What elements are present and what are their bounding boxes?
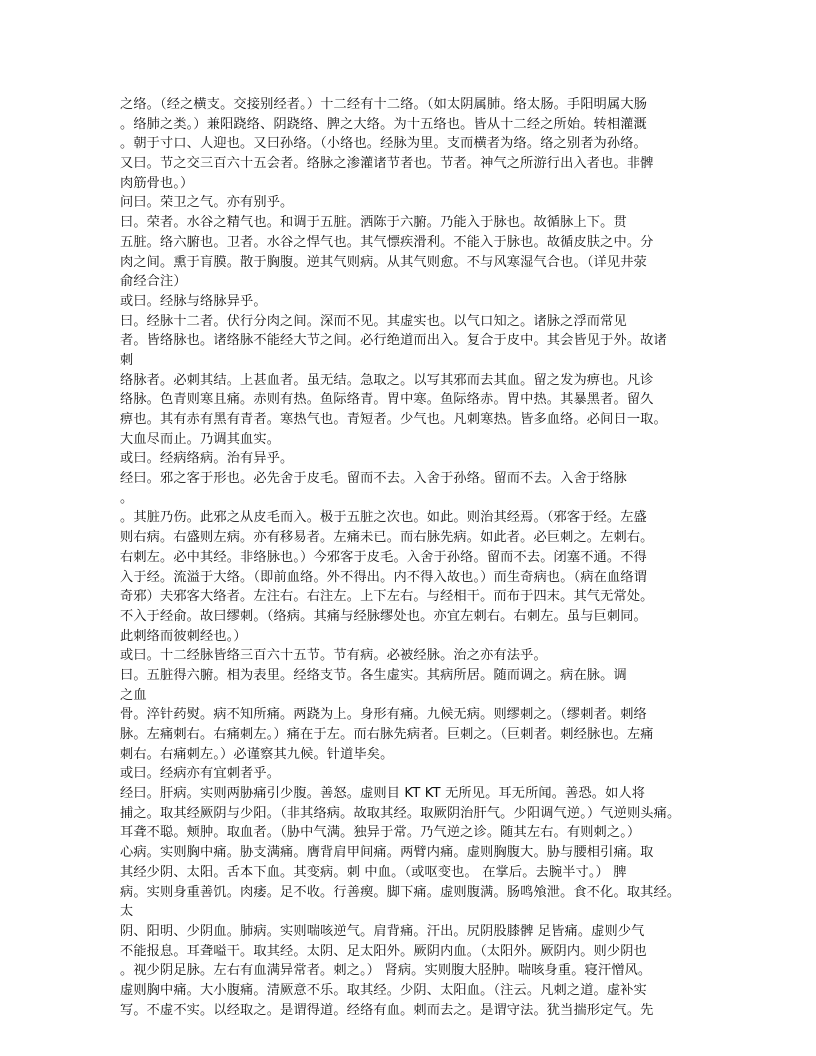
text-line: 太 (120, 904, 134, 920)
text-line: 病。实则身重善饥。肉痿。足不收。行善瘈。脚下痛。虚则腹满。肠鸣飧泄。食不化。取其经。 (120, 884, 681, 900)
text-line: 或曰。经病络病。治有异乎。 (120, 451, 294, 467)
text-line: 骨。淬针药熨。病不知所痛。两跷为上。身形有痛。九候无病。则缪刺之。（缪刺者。刺络 (120, 707, 647, 723)
text-line: 五脏。络六腑也。卫者。水谷之悍气也。其气慓疾滑利。不能入于脉也。故循皮肤之中。分 (120, 234, 654, 250)
text-line: 脉。左痛刺右。右痛刺左。）痛在于左。而右脉先病者。巨刺之。（巨刺者。刺经脉也。左痛 (120, 727, 654, 742)
text-line: 虚则胸中痛。大小腹痛。清厥意不乐。取其经。少阴、太阳血。（注云。凡刺之道。虚补实 (120, 982, 647, 998)
text-line: 刺 (120, 352, 134, 368)
text-line: 不入于经俞。故曰缪刺。（络病。其痛与经脉缪处也。亦宜左刺右。右刺左。虽与巨刺同。 (120, 608, 647, 624)
text-line: 入于经。流溢于大络。（即前血络。外不得出。内不得入故也。）而生奇病也。（病在血络谓 (120, 569, 648, 585)
text-line: 络脉。色青则寒且痛。赤则有热。鱼际络青。胃中寒。鱼际络赤。胃中热。其暴黑者。留久 (120, 392, 654, 408)
body-text (120, 95, 710, 1020)
text-line: 肉筋骨也。） (120, 175, 194, 191)
text-line: 此刺络而彼刺经也。） (120, 628, 247, 644)
text-line: 或曰。经脉与络脉异乎。 (120, 293, 267, 309)
text-line: 曰。五脏得六腑。相为表里。经络支节。各生虚实。其病所居。随而调之。病在脉。调 (120, 667, 627, 683)
text-line: 经曰。肝病。实则两胁痛引少腹。善怒。虚则目 KT KT 无所见。耳无所闻。善恐。如人将 (120, 786, 646, 802)
text-line: 经曰。邪之客于形也。必先舍于皮毛。留而不去。入舍于孙络。留而不去。入舍于络脉 (120, 471, 627, 487)
text-line: 阴、阳明、少阴血。肺病。实则喘咳逆气。肩背痛。汗出。尻阴股膝髀 足皆痛。虚则少气 (120, 923, 645, 939)
text-line: 俞经合注） (120, 274, 187, 290)
text-line: 。 (120, 490, 134, 506)
text-line: 耳聋不聪。颊肿。取血者。（胁中气满。独异于常。乃气逆之诊。随其左右。有则刺之。） (120, 825, 641, 841)
text-line: 。其脏乃伤。此邪之从皮毛而入。极于五脏之次也。如此。则治其经焉。（邪客于经。左盛 (120, 510, 647, 526)
text-line: 奇邪）夫邪客大络者。左注右。右注左。上下左右。与经相干。而布于四末。其气无常处。 (120, 589, 654, 605)
text-line: 心病。实则胸中痛。胁支满痛。膺背肩甲间痛。两臂内痛。虚则胸腹大。胁与腰相引痛。取 (120, 845, 654, 861)
text-line: 。朝于寸口、人迎也。又曰孙络。（小络也。经脉为里。支而横者为络。络之别者为孙络。 (120, 136, 647, 152)
text-line: 写。不虚不实。以经取之。是谓得道。经络有血。刺而去之。是谓守法。犹当揣形定气。先 (120, 1002, 654, 1018)
text-line: 络脉者。必刺其结。上甚血者。虽无结。急取之。以写其邪而去其血。留之发为痹也。凡诊 (120, 372, 654, 388)
text-line: 不能报息。耳聋嗌干。取其经。太阴、足太阳外。厥阴内血。（太阳外。厥阴内。则少阴也 (120, 943, 647, 959)
text-line: 。络肺之类。）兼阳跷络、阴跷络、脾之大络。为十五络也。皆从十二经之所始。转相灌溉 (120, 116, 647, 132)
text-line: 或曰。十二经脉皆络三百六十五节。节有病。必被经脉。治之亦有法乎。 (120, 648, 547, 664)
text-line: 痹也。其有赤有黑有青者。寒热气也。青短者。少气也。凡刺寒热。皆多血络。必间日一取。 (120, 412, 667, 427)
text-line: 曰。经脉十二者。伏行分肉之间。深而不见。其虚实也。以气口知之。诸脉之浮而常见 (120, 313, 627, 329)
text-line: 曰。荣者。水谷之精气也。和调于五脏。洒陈于六腑。乃能入于脉也。故循脉上下。贯 (120, 215, 627, 231)
text-line: 肉之间。熏于肓膜。散于胸腹。逆其气则病。从其气则愈。不与风寒湿气合也。（详见井荥 (120, 254, 647, 270)
text-line: 刺右。右痛刺左。）必谨察其九候。针道毕矣。 (120, 746, 394, 762)
text-line: 之络。（经之横支。交接别经者。）十二经有十二络。（如太阴属肺。络太肠。手阳明属大肠 (120, 97, 648, 112)
text-line: 问曰。荣卫之气。亦有别乎。 (120, 195, 294, 211)
text-line: 又曰。节之交三百六十五会者。络脉之渗灌诸节者也。节者。神气之所游行出入者也。非髀 (120, 156, 654, 172)
text-line: 或曰。经病亦有宜刺者乎。 (120, 766, 281, 782)
text-line: 之血 (120, 687, 147, 703)
text-line: 者。皆络脉也。诸络脉不能经大节之间。必行绝道而出入。复合于皮中。其会皆见于外。故诸 (120, 333, 667, 349)
text-line: 捕之。取其经厥阴与少阳。（非其络病。故取其经。取厥阴治肝气。少阳调气逆。）气逆则头痛。 (120, 805, 681, 821)
text-line: 大血尽而止。乃调其血实。 (120, 431, 281, 447)
text-line: 右刺左。必中其经。非络脉也。）今邪客于皮毛。入舍于孙络。留而不去。闭塞不通。不得 (120, 549, 647, 565)
text-line: 则右病。右盛则左病。亦有移易者。左痛未已。而右脉先病。如此者。必巨刺之。左刺右。 (120, 530, 654, 546)
text-line: 其经少阴、太阳。舌本下血。其变病。刺 中血。（或呕变也。 在掌后。去腕半寸。） 脾 (120, 864, 627, 880)
text-line: 。视少阴足脉。左右有血满异常者。刺之。） 肾病。实则腹大胫肿。喘咳身重。寝汗憎风。 (120, 963, 652, 979)
